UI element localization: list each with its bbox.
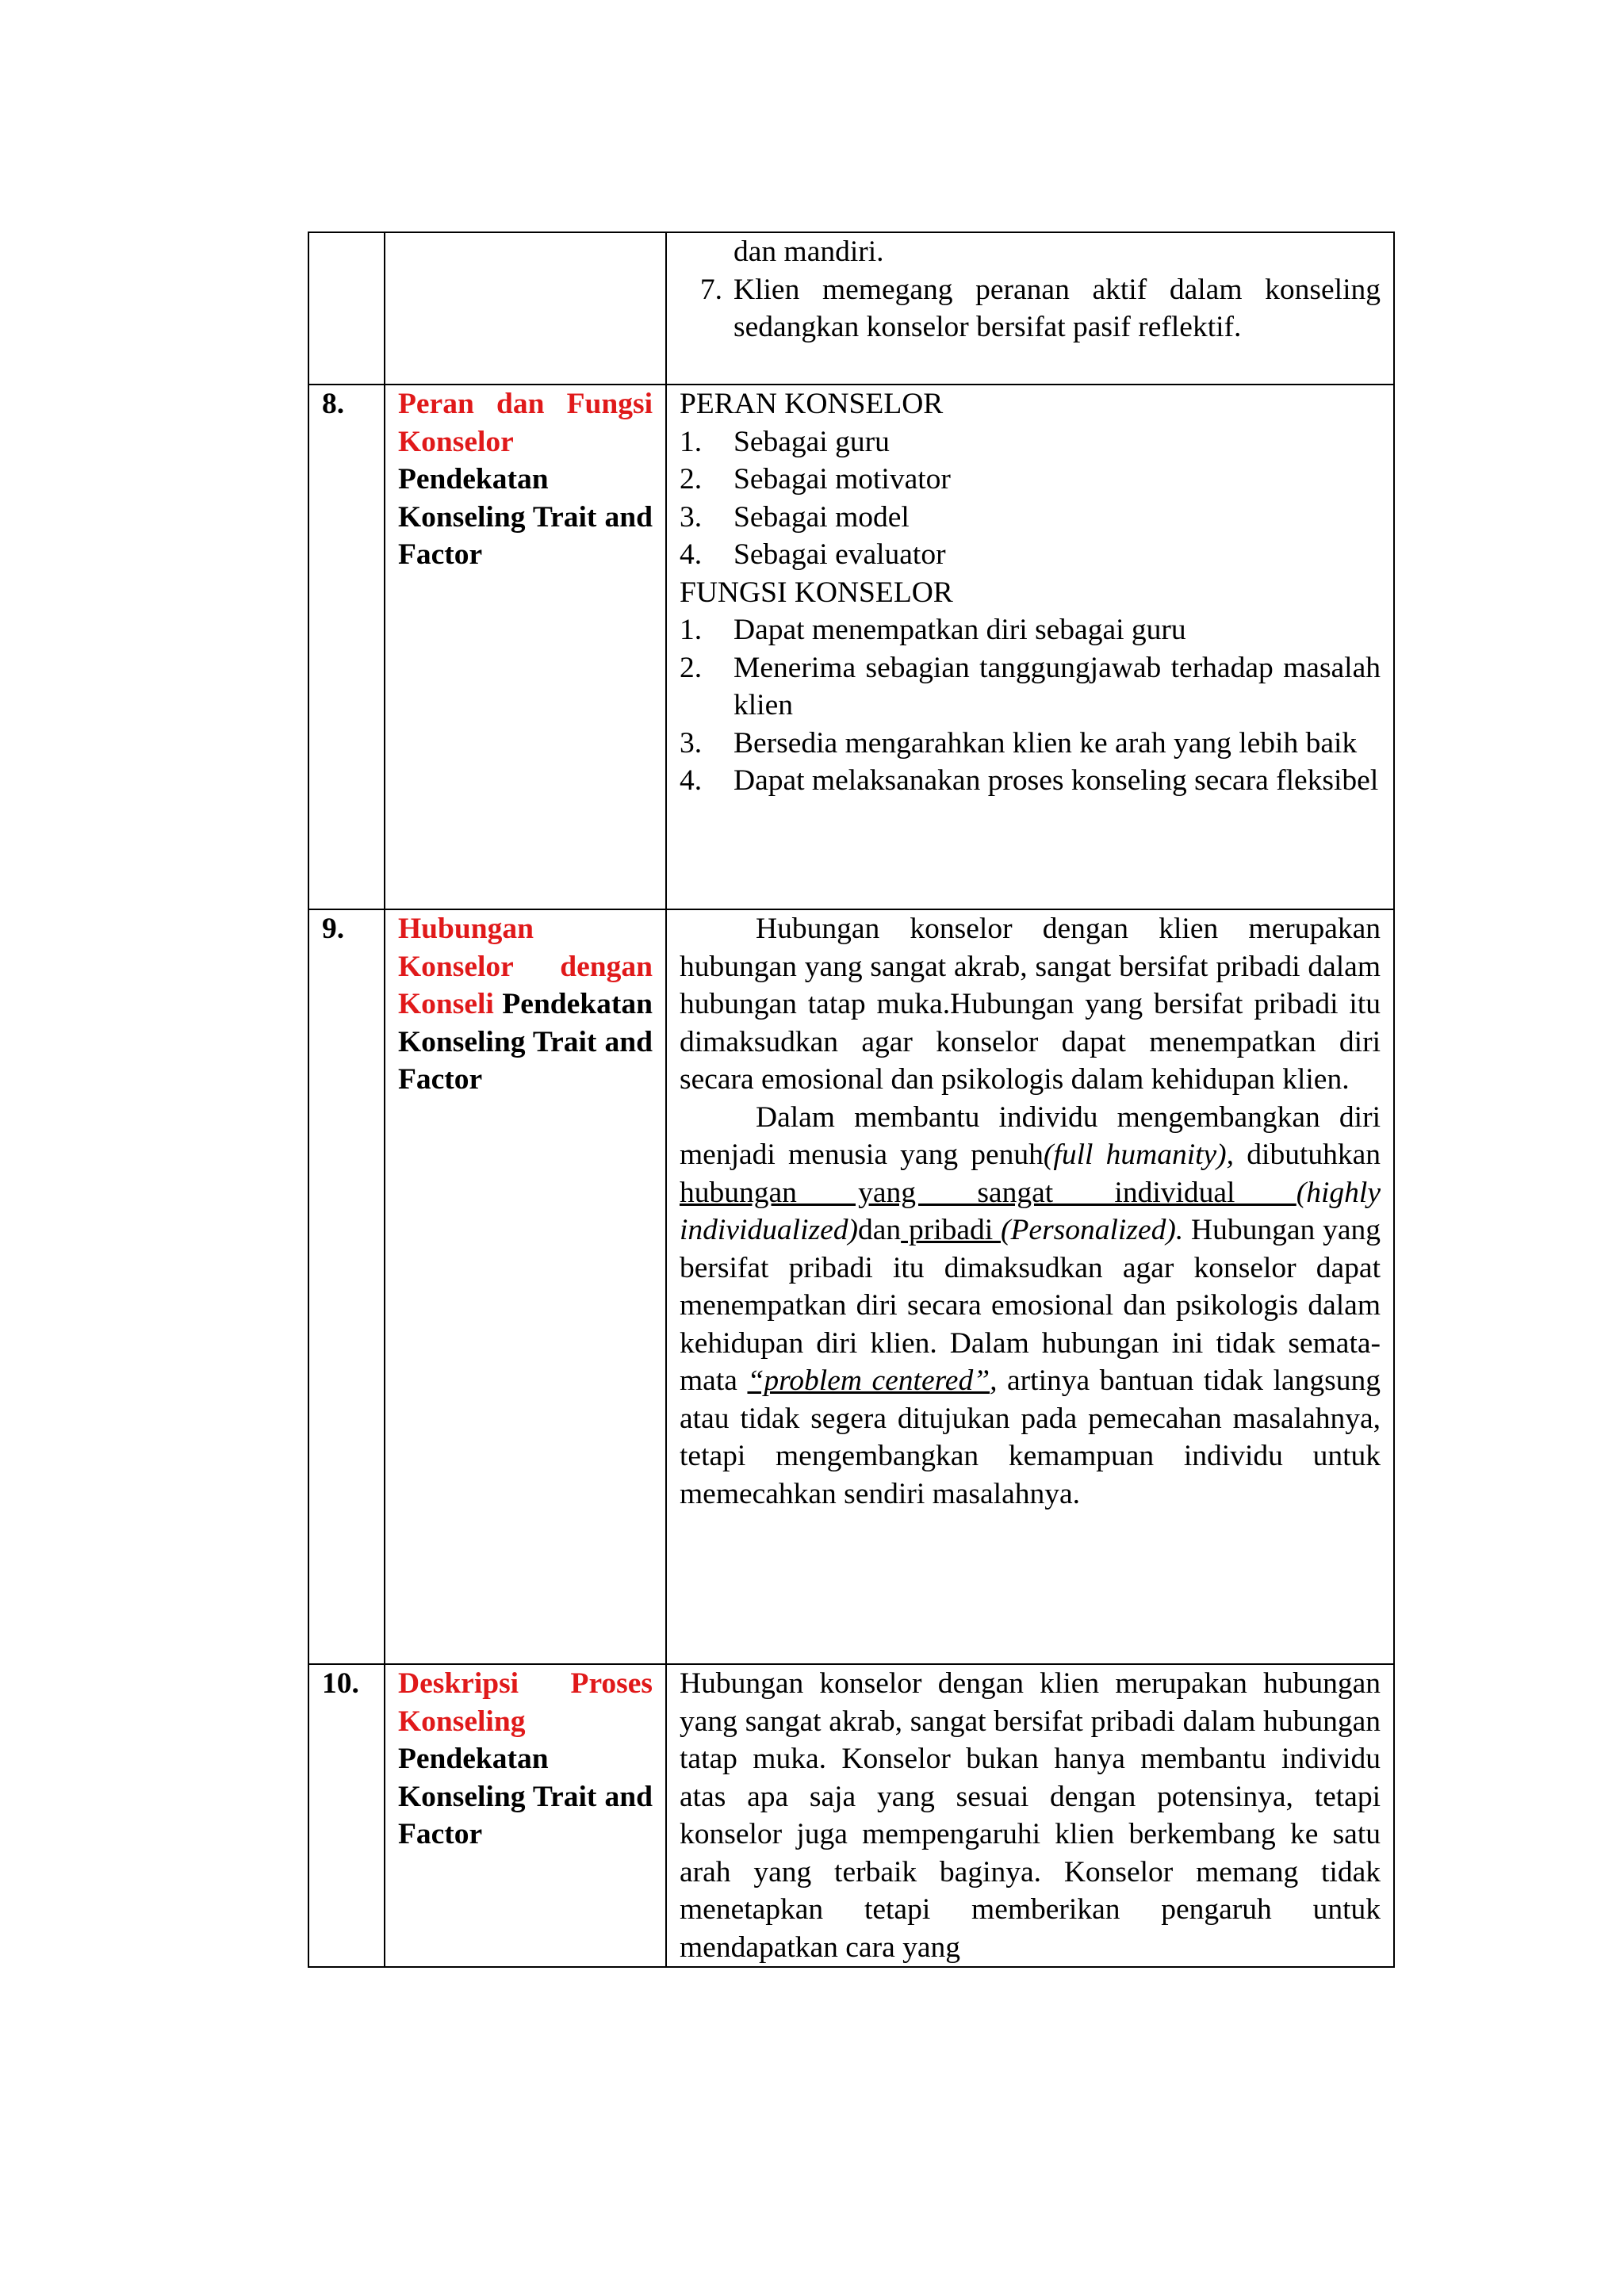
topic-subtitle: Pendekatan Konseling Trait and Factor (398, 1743, 653, 1850)
topic-cell (385, 232, 666, 385)
list-item: 1. Dapat menempatkan diri sebagai guru (680, 614, 1186, 646)
list-item-text: dan mandiri. (733, 235, 884, 268)
topic-title: Hubungan Konselor dengan Konseli (398, 913, 653, 1020)
paragraph: Hubungan konselor dengan klien merupakan hubungan yang sangat akrab, sangat bersifat pribadi dalam hubungan tatap muka.Hubungan yang bersifat pribadi itu dimaksudkan agar konselor dapat menempatkan diri secara emosional dan psikologis dalam kehidupan klien. (680, 913, 1381, 1096)
list-item: 2. Sebagai motivator (680, 463, 951, 496)
description-cell (666, 232, 1394, 385)
row-number: 10. (308, 1664, 385, 1967)
row-number: 8. (308, 385, 385, 909)
topic-cell (385, 1664, 666, 1967)
topic-subtitle: Pendekatan Konseling Trait and Factor (398, 463, 653, 571)
number-cell (308, 232, 385, 385)
topic-title: Deskripsi Proses Konseling (398, 1667, 653, 1738)
description-cell (666, 385, 1394, 909)
list-item (680, 233, 1381, 271)
peran-list (680, 423, 1381, 574)
table-row-8 (308, 385, 1394, 909)
description-cell (666, 1664, 1394, 1967)
peran-heading: PERAN KONSELOR (680, 388, 944, 420)
paragraph: Dalam membantu individu mengembangkan diri menjadi menusia yang penuh(full humanity), dibutuhkan hubungan yang sangat individual (highly individualized)dan pribadi (Personalized). Hubungan yang bersifat pribadi itu dimaksudkan agar konselor dapat menempatkan diri secara emosional dan psikologis dalam kehidupan diri klien. Dalam hubungan ini tidak semata-mata “problem centered”, artinya bantuan tidak langsung atau tidak segera ditujukan pada pemecahan masalahnya, tetapi mengembangkan kemampuan individu untuk memecahkan sendiri masalahnya. (680, 1100, 1381, 1510)
list-item: 3. Bersedia mengarahkan klien ke arah yang lebih baik (680, 726, 1358, 760)
table-row-10 (308, 1664, 1394, 1967)
table-row-continuation (308, 232, 1394, 385)
list-item: 4. Sebagai evaluator (680, 538, 946, 571)
list-item (680, 271, 1381, 346)
topic-title: Peran dan Fungsi Konselor (398, 388, 653, 458)
topic-subtitle: Pendekatan Konseling Trait and Factor (398, 988, 653, 1096)
table-row-9 (308, 909, 1394, 1664)
paragraph: Hubungan konselor dengan klien merupakan hubungan yang sangat akrab, sangat bersifat pribadi dalam hubungan tatap muka. Konselor bukan hanya membantu individu atas apa saja yang sesuai dengan potensinya, tetapi konselor juga mempengaruhi klien berkembang ke satu arah yang terbaik baginya. Konselor memang tidak menetapkan tetapi memberikan pengaruh untuk mendapatkan cara yang (680, 1667, 1381, 1964)
list-item: 3. Sebagai model (680, 500, 910, 534)
list-item: 4. Dapat melaksanakan proses konseling secara fleksibel (680, 764, 1379, 797)
topic-cell (385, 909, 666, 1664)
list-item: 1. Sebagai guru (680, 425, 890, 458)
fungsi-list (680, 611, 1381, 800)
row-number: 9. (308, 909, 385, 1664)
description-cell (666, 909, 1394, 1664)
list-item-text: Klien memegang peranan aktif dalam konseling sedangkan konselor bersifat pasif reflektif. (733, 273, 1381, 343)
topic-cell (385, 385, 666, 909)
content-table (308, 232, 1395, 1968)
fungsi-heading: FUNGSI KONSELOR (680, 576, 953, 609)
list-item: 2. Menerima sebagian tanggungjawab terhadap masalah klien (680, 651, 1381, 721)
list-item-number: 7. (699, 273, 722, 306)
